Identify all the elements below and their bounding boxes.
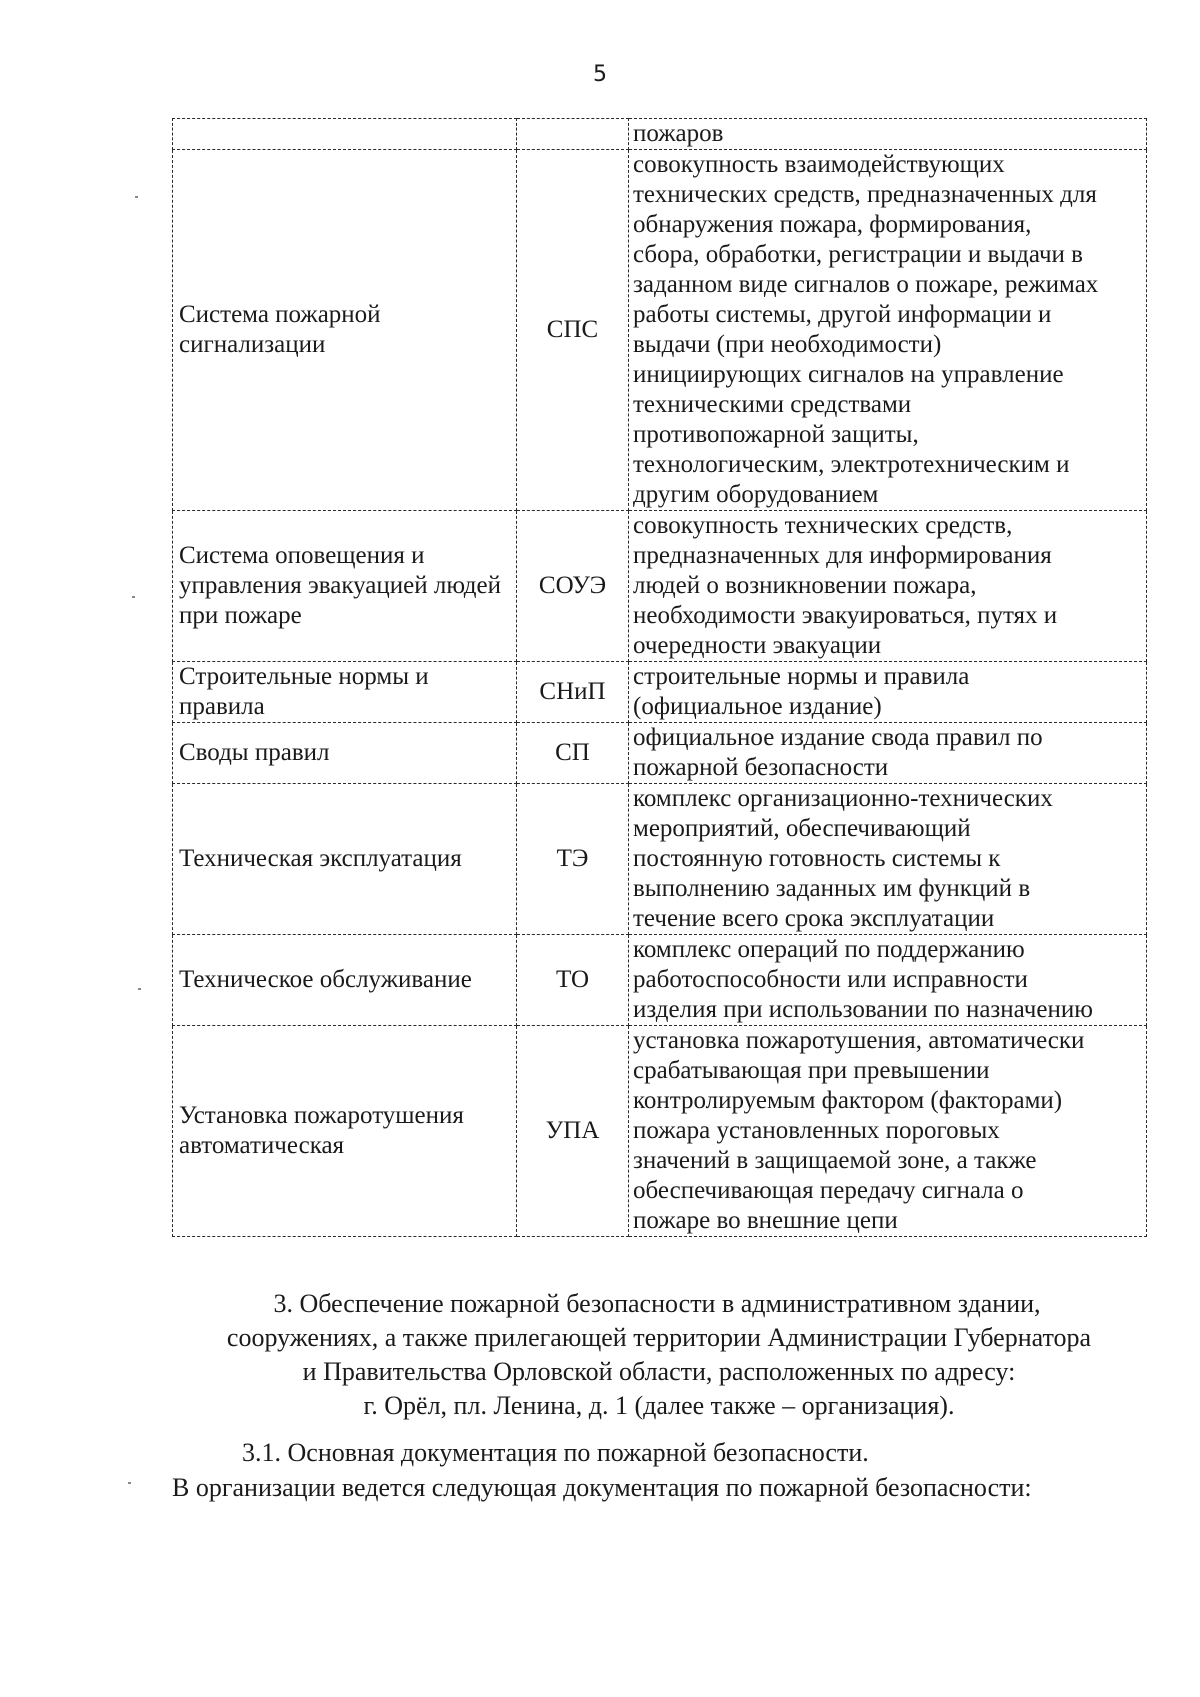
term-cell: Установка пожаротушения автоматическая [173, 1026, 517, 1237]
scan-speck [132, 596, 135, 598]
definition-line: очередности эвакуации [633, 632, 882, 659]
scan-speck [128, 1482, 131, 1484]
table-row [173, 784, 1147, 935]
definition-cell [629, 511, 1147, 662]
definition-line: технологическим, электротехническим и [633, 451, 1070, 478]
definition-cell [629, 723, 1147, 784]
definition-line: комплекс организационно-технических [633, 785, 1053, 812]
definition-line: течение всего срока эксплуатации [633, 905, 995, 932]
table-row [173, 511, 1147, 662]
definition-line: мероприятий, обеспечивающий [633, 815, 971, 842]
definition-line: строительные нормы и правила [633, 663, 970, 690]
definition-cell [629, 119, 1147, 150]
term-cell: Техническая эксплуатация [173, 784, 517, 935]
table-row [173, 723, 1147, 784]
term-cell: Система оповещения и управления эвакуацией людей при пожаре [173, 511, 517, 662]
definition-line: значений в защищаемой зоне, а также [633, 1147, 1037, 1174]
definition-line: пожарной безопасности [633, 754, 889, 781]
definition-line: людей о возникновении пожара, [633, 572, 977, 599]
definition-line: срабатывающая при превышении [633, 1057, 990, 1084]
table-row [173, 1026, 1147, 1237]
definition-line: официальное издание свода правил по [633, 724, 1043, 751]
scan-speck [138, 988, 141, 990]
section-title-line: г. Орёл, пл. Ленина, д. 1 (далее также – организация). [363, 1391, 955, 1420]
abbreviations-table [172, 118, 1147, 1237]
definition-line: техническими средствами [633, 391, 912, 418]
abbreviation-cell: ТО [517, 935, 629, 1026]
definition-cell [629, 150, 1147, 511]
definition-line: выполнению заданных им функций в [633, 875, 1031, 902]
definition-line: работы системы, другой информации и [633, 301, 1052, 328]
abbreviation-cell: УПА [517, 1026, 629, 1237]
definition-line: обнаружения пожара, формирования, [633, 211, 1032, 238]
definition-line: инициирующих сигналов на управление [633, 361, 1064, 388]
abbreviation-cell [517, 119, 629, 150]
page-number: 5 [593, 62, 607, 87]
definition-line: технических средств, предназначенных для [633, 181, 1097, 208]
table-row [173, 119, 1147, 150]
table-row [173, 150, 1147, 511]
section-title-line: 3. Обеспечение пожарной безопасности в административном здании, [273, 1289, 1041, 1318]
term-cell: Техническое обслуживание [173, 935, 517, 1026]
definition-line: другим оборудованием [633, 481, 879, 508]
definition-line: обеспечивающая передачу сигнала о [633, 1177, 1024, 1204]
definition-cell [629, 784, 1147, 935]
definition-line: пожаров [633, 120, 724, 147]
definition-line: предназначенных для информирования [633, 542, 1052, 569]
intro-text: В организации ведется следующая документация по пожарной безопасности: [172, 1473, 1032, 1502]
table-row [173, 662, 1147, 723]
definition-line: выдачи (при необходимости) [633, 331, 942, 358]
definition-line: пожаре во внешние цепи [633, 1207, 898, 1234]
term-cell: Строительные нормы и правила [173, 662, 517, 723]
definition-line: необходимости эвакуироваться, путях и [633, 602, 1058, 629]
term-cell [173, 119, 517, 150]
section-title-line: и Правительства Орловской области, расположенных по адресу: [302, 1357, 1016, 1386]
definition-line: (официальное издание) [633, 693, 882, 720]
table-row [173, 935, 1147, 1026]
definition-line: пожара установленных пороговых [633, 1117, 1000, 1144]
definition-line: установка пожаротушения, автоматически [633, 1027, 1085, 1054]
definition-cell [629, 662, 1147, 723]
abbreviation-cell: СП [517, 723, 629, 784]
abbreviation-cell: ТЭ [517, 784, 629, 935]
definition-line: совокупность взаимодействующих [633, 151, 1005, 178]
section-3-title [172, 1287, 1146, 1423]
abbreviation-cell: СОУЭ [517, 511, 629, 662]
definition-line: совокупность технических средств, [633, 512, 1013, 539]
subsection-3-1-title: 3.1. Основная документация по пожарной безопасности. [242, 1438, 869, 1467]
definition-cell [629, 1026, 1147, 1237]
scan-speck [135, 196, 138, 198]
definition-line: изделия при использовании по назначению [633, 996, 1093, 1023]
definition-cell [629, 935, 1147, 1026]
term-cell: Система пожарной сигнализации [173, 150, 517, 511]
definition-line: заданном виде сигналов о пожаре, режимах [633, 271, 1099, 298]
documentation-intro [172, 1471, 1146, 1505]
definition-line: постоянную готовность системы к [633, 845, 1001, 872]
definition-line: комплекс операций по поддержанию [633, 936, 1025, 963]
abbreviation-cell: СПС [517, 150, 629, 511]
section-title-line: сооружениях, а также прилегающей территории Администрации Губернатора [226, 1323, 1092, 1352]
abbreviation-cell: СНиП [517, 662, 629, 723]
term-cell: Своды правил [173, 723, 517, 784]
definition-line: контролируемым фактором (факторами) [633, 1087, 1063, 1114]
definition-line: сбора, обработки, регистрации и выдачи в [633, 241, 1083, 268]
definition-line: работоспособности или исправности [633, 966, 1028, 993]
definition-line: противопожарной защиты, [633, 421, 919, 448]
